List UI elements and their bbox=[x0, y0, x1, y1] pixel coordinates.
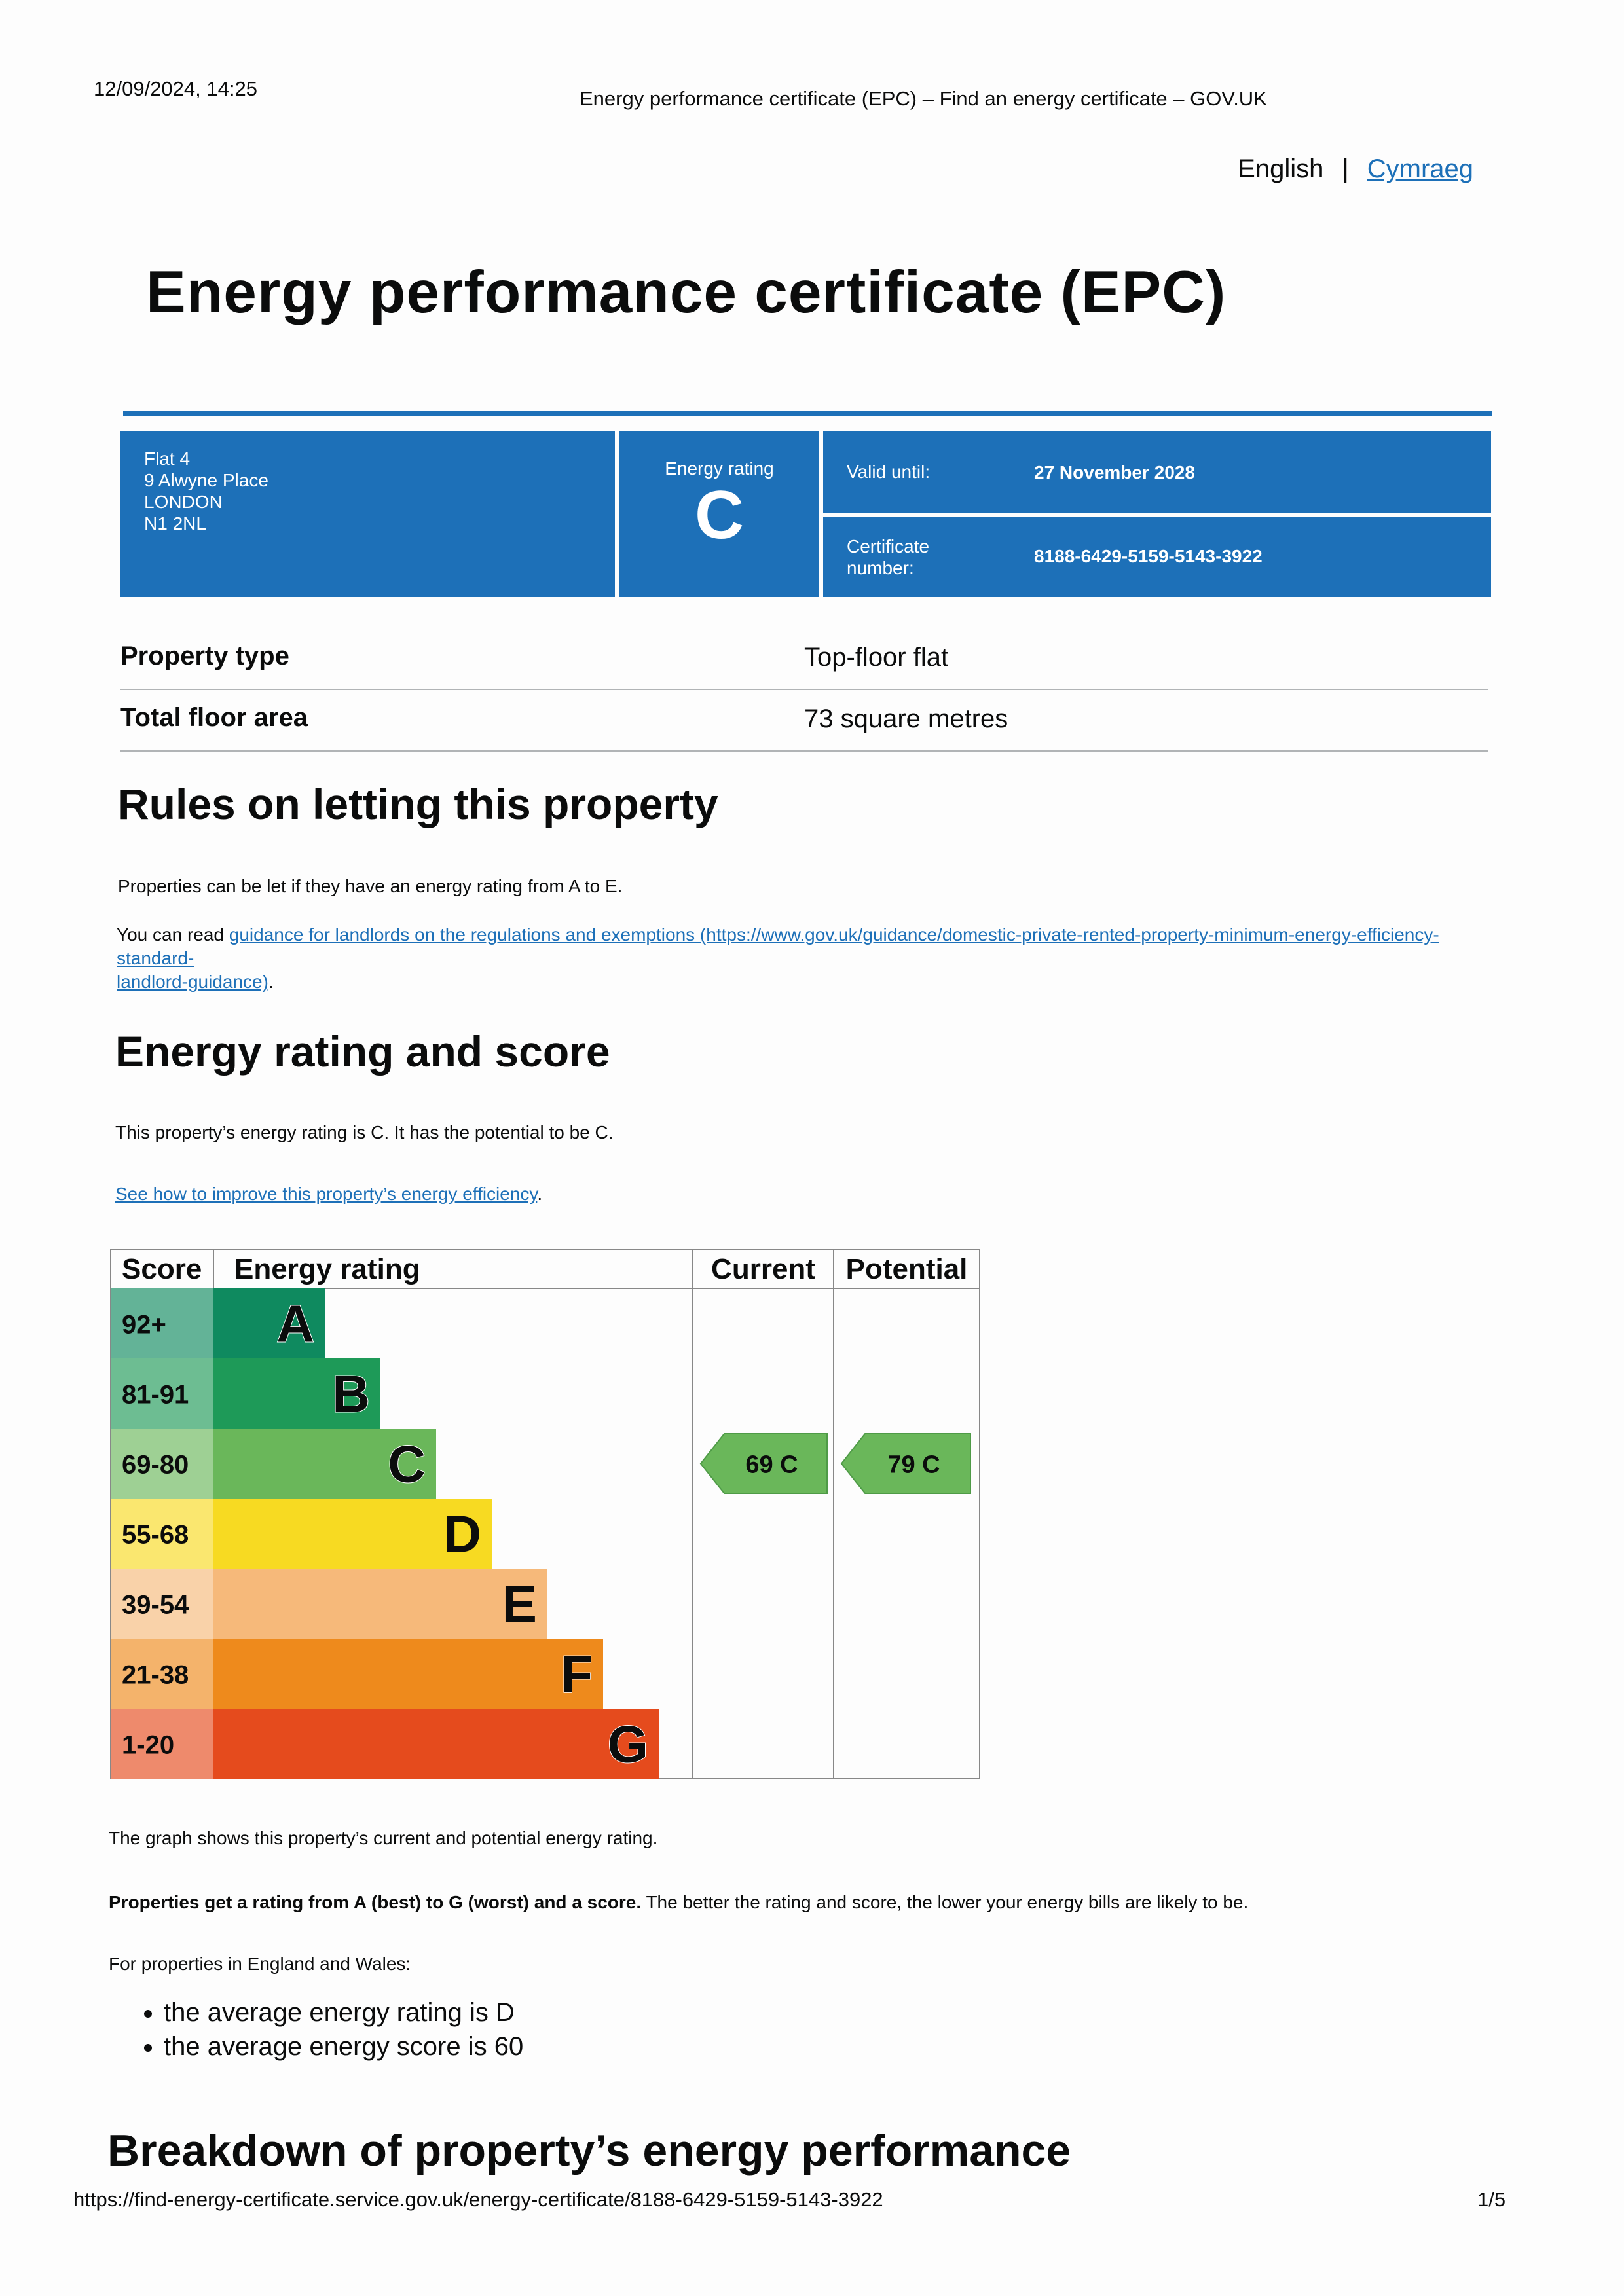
band-score-label: 69-80 bbox=[122, 1450, 189, 1480]
certificate-label-line: number: bbox=[847, 558, 914, 578]
band-letter: C bbox=[388, 1434, 426, 1493]
chart-header-potential: Potential bbox=[845, 1253, 968, 1285]
rules-paragraph: Properties can be let if they have an energy rating from A to E. bbox=[118, 876, 623, 896]
england-wales-intro: For properties in England and Wales: bbox=[109, 1954, 411, 1974]
energy-rating-label: Energy rating bbox=[665, 458, 774, 479]
link-text: landlord-guidance) bbox=[117, 972, 268, 992]
rules-guidance-paragraph bbox=[117, 923, 1485, 994]
language-switcher bbox=[1238, 155, 1473, 184]
band-letter: B bbox=[332, 1364, 370, 1423]
energy-rating-heading: Energy rating and score bbox=[115, 1027, 610, 1076]
list-item: • the average energy score is 60 bbox=[164, 2030, 523, 2064]
certificate-number-label bbox=[847, 536, 929, 579]
page-title: Energy performance certificate (EPC) bbox=[146, 259, 1227, 325]
band-score-label: 55-68 bbox=[122, 1520, 189, 1550]
band-bar bbox=[213, 1569, 547, 1639]
certificate-number-cell bbox=[823, 517, 1491, 597]
landlord-guidance-link[interactable] bbox=[117, 924, 1439, 992]
band-letter: D bbox=[443, 1504, 481, 1563]
link-text: guidance for landlords on the regulations and exemptions (https://www.gov.uk/guidance/domestic-private-rented-property-minimum-energy-efficiency-standard- bbox=[117, 924, 1439, 968]
language-welsh-link[interactable]: Cymraeg bbox=[1367, 155, 1473, 183]
breakdown-heading: Breakdown of property’s energy performance bbox=[107, 2126, 1071, 2176]
band-letter: E bbox=[502, 1575, 537, 1633]
average-list bbox=[132, 1995, 523, 2064]
print-datetime: 12/09/2024, 14:25 bbox=[94, 77, 257, 100]
valid-until-value: 27 November 2028 bbox=[1034, 462, 1195, 483]
band-score-label: 1-20 bbox=[122, 1730, 175, 1760]
rating-explanation-bold: Properties get a rating from A (best) to G (worst) and a score. bbox=[109, 1892, 642, 1912]
rules-heading: Rules on letting this property bbox=[118, 780, 718, 828]
potential-rating-label: 79 C bbox=[887, 1451, 940, 1479]
improve-suffix: . bbox=[537, 1184, 543, 1204]
certificate-label-line: Certificate bbox=[847, 536, 930, 556]
energy-rating-cell bbox=[619, 431, 819, 597]
print-page-number: 1/5 bbox=[1477, 2188, 1506, 2211]
address-line: Flat 4 bbox=[144, 448, 191, 469]
chart-header-energy-rating: Energy rating bbox=[234, 1253, 420, 1285]
summary-key: Total floor area bbox=[120, 703, 308, 732]
band-score-label: 92+ bbox=[122, 1310, 166, 1339]
chart-header-current: Current bbox=[711, 1253, 815, 1285]
band-letter: G bbox=[607, 1715, 648, 1774]
band-score-label: 39-54 bbox=[122, 1590, 189, 1620]
print-page-title: Energy performance certificate (EPC) – Find an energy certificate – GOV.UK bbox=[580, 87, 1267, 110]
language-separator: | bbox=[1342, 155, 1349, 183]
language-english: English bbox=[1238, 155, 1324, 183]
band-letter: F bbox=[561, 1645, 593, 1704]
list-item: • the average energy rating is D bbox=[164, 1995, 523, 2030]
summary-key: Property type bbox=[120, 642, 289, 670]
valid-until-cell bbox=[823, 431, 1491, 513]
valid-until-label: Valid until: bbox=[847, 462, 931, 482]
band-bar bbox=[213, 1709, 659, 1779]
rating-explanation-rest: The better the rating and score, the lower your energy bills are likely to be. bbox=[641, 1892, 1249, 1912]
epc-summary-box bbox=[120, 431, 1491, 597]
certificate-number-value: 8188-6429-5159-5143-3922 bbox=[1034, 546, 1263, 566]
summary-row-property-type bbox=[120, 629, 1488, 690]
summary-row-floor-area bbox=[120, 690, 1488, 752]
address-line: 9 Alwyne Place bbox=[144, 470, 268, 490]
print-footer-url: https://find-energy-certificate.service.gov.uk/energy-certificate/8188-6429-5159-5143-3922 bbox=[73, 2188, 883, 2211]
band-score-label: 21-38 bbox=[122, 1660, 189, 1690]
guidance-prefix: You can read bbox=[117, 924, 229, 945]
title-divider bbox=[123, 411, 1492, 416]
address-line: LONDON bbox=[144, 492, 223, 512]
address-line: N1 2NL bbox=[144, 513, 206, 534]
summary-value: Top-floor flat bbox=[804, 643, 949, 672]
improve-efficiency-link[interactable]: See how to improve this property’s energy efficiency bbox=[115, 1184, 538, 1204]
graph-note: The graph shows this property’s current and potential energy rating. bbox=[109, 1828, 658, 1848]
band-bar bbox=[213, 1639, 603, 1709]
energy-rating-value: C bbox=[694, 477, 745, 553]
property-address bbox=[120, 431, 615, 597]
rating-explanation bbox=[109, 1892, 1248, 1913]
band-score-label: 81-91 bbox=[122, 1380, 189, 1410]
rating-paragraph: This property’s energy rating is C. It has the potential to be C. bbox=[115, 1122, 614, 1142]
guidance-suffix: . bbox=[268, 972, 274, 992]
band-letter: A bbox=[276, 1294, 314, 1353]
current-rating-label: 69 C bbox=[745, 1451, 798, 1479]
chart-header-score: Score bbox=[122, 1253, 202, 1285]
summary-value: 73 square metres bbox=[804, 704, 1008, 733]
energy-rating-chart bbox=[110, 1249, 981, 1781]
